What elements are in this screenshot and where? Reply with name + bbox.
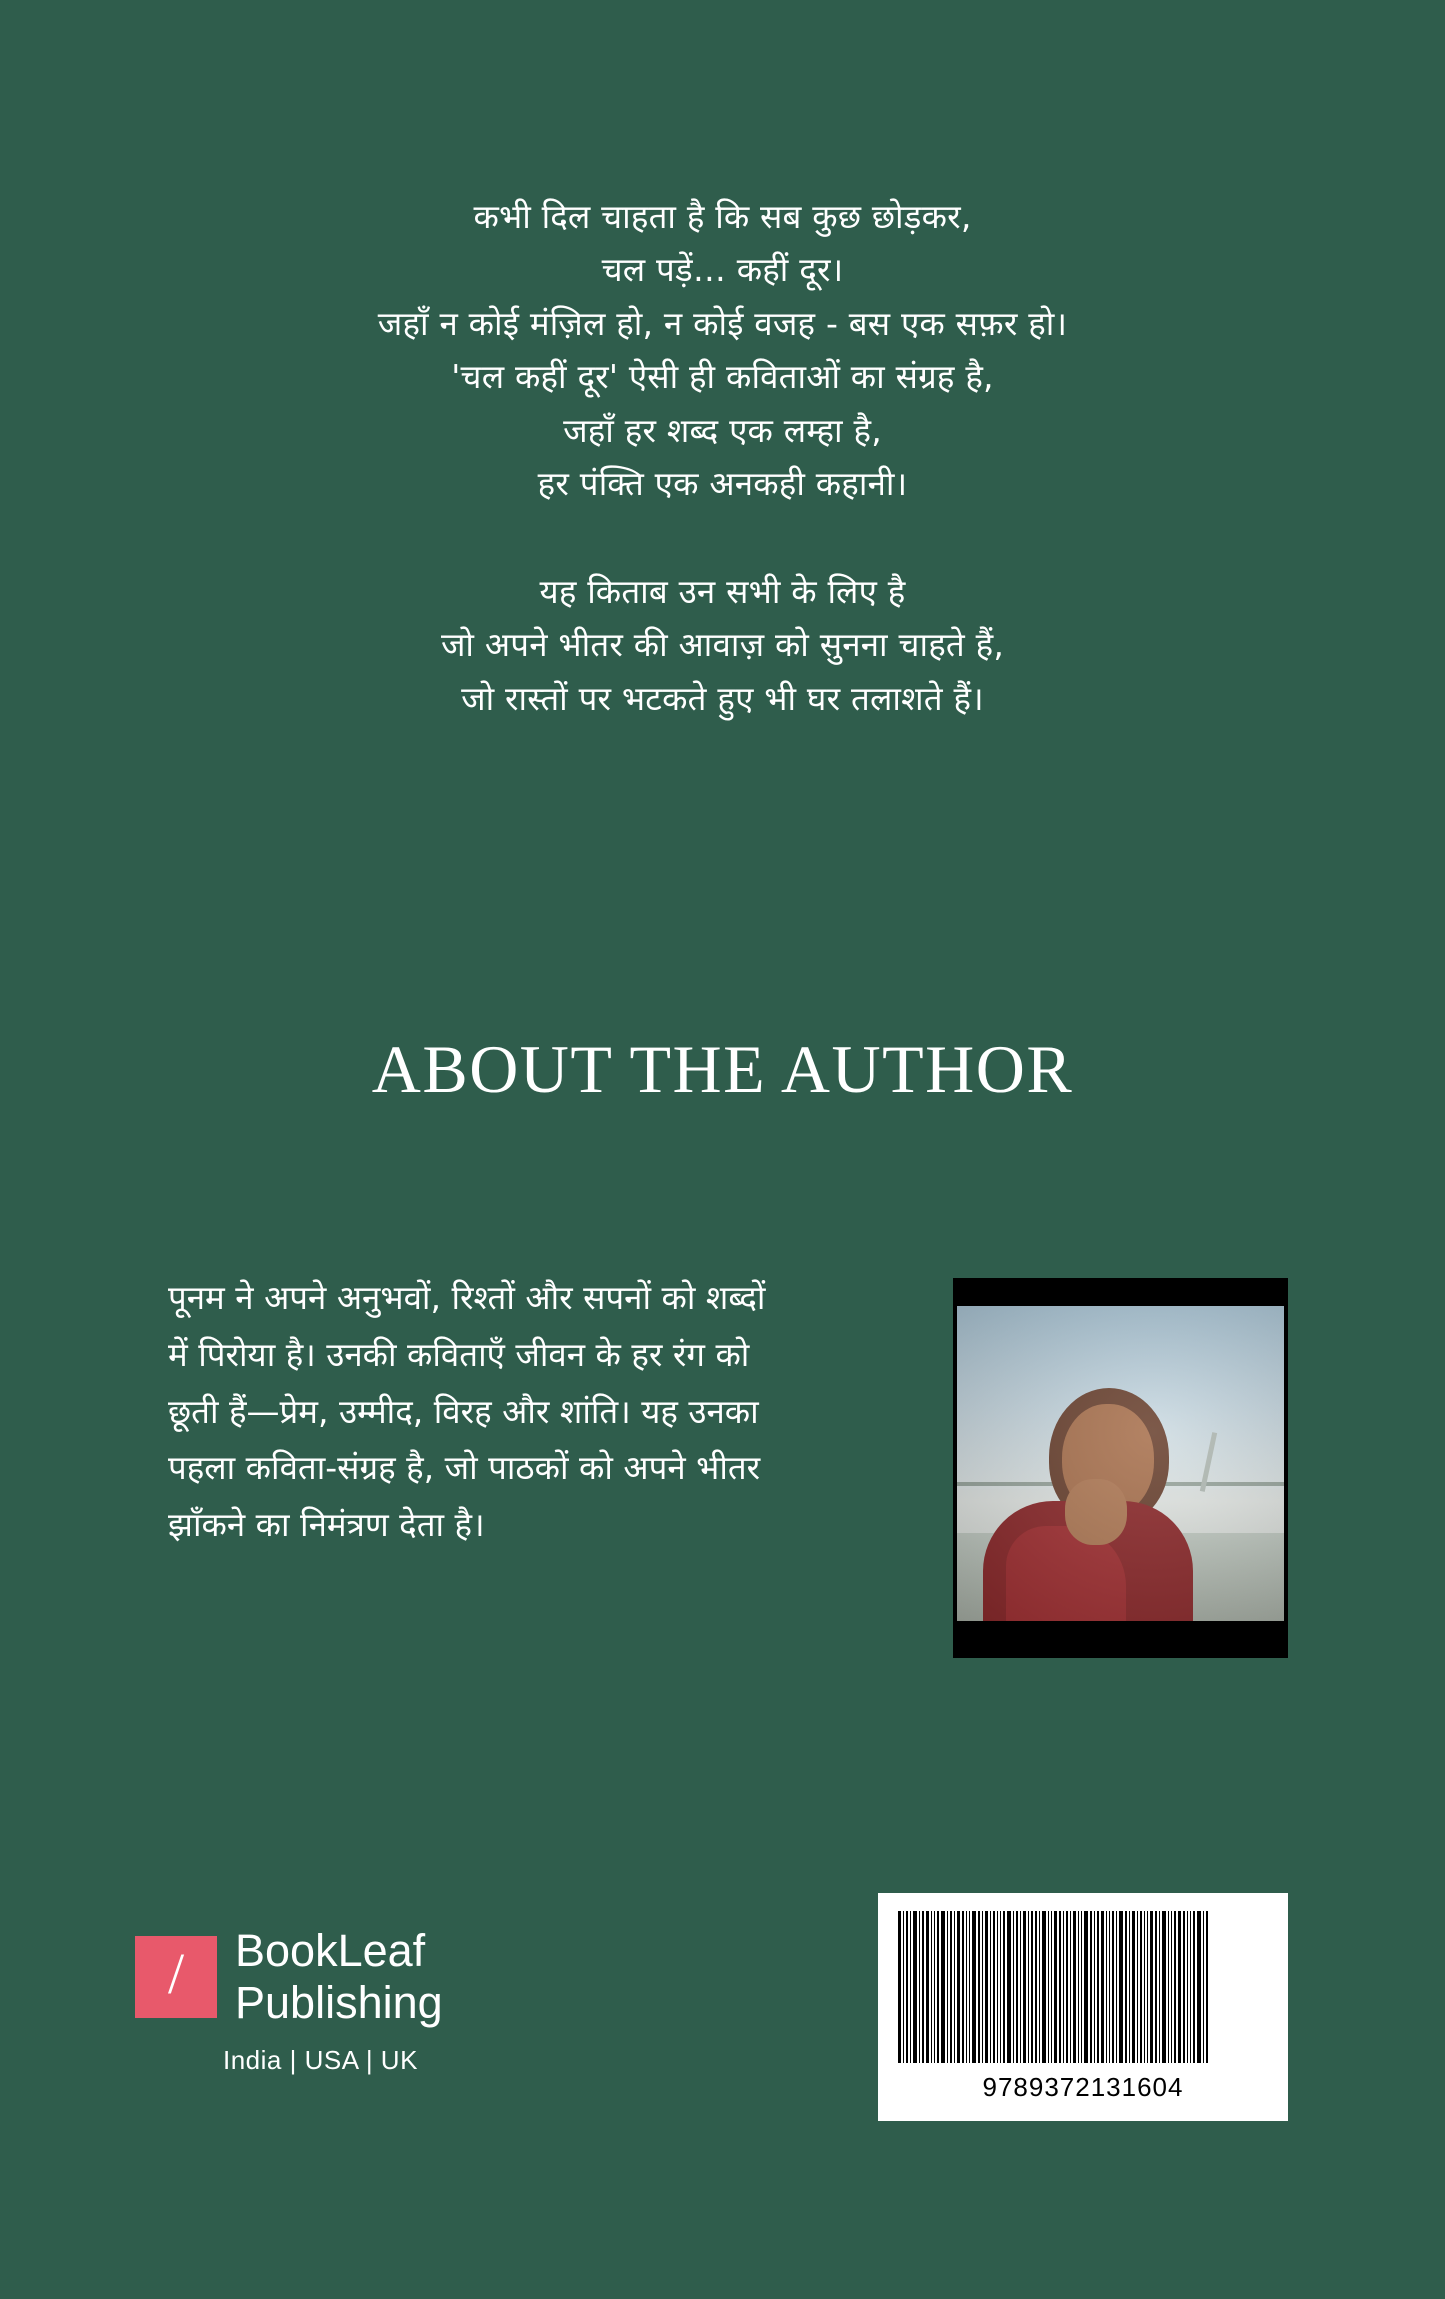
blurb-line: 'चल कहीं दूर' ऐसी ही कविताओं का संग्रह है, <box>451 357 994 397</box>
author-bio-text: पूनम ने अपने अनुभवों, रिश्तों और सपनों को शब्दों में पिरोया है। उनकी कविताएँ जीवन के हर रंग को छूती हैं—प्रेम, उम्मीद, विरह और शांति। यह उनका पहला कविता-संग्रह है, जो पाठकों को अपने भीतर झाँकने का निमंत्रण देता है। <box>168 1278 766 1544</box>
blurb-spacer <box>0 511 1445 565</box>
author-photo-image <box>957 1306 1284 1621</box>
photo-lighting-overlay <box>957 1306 1284 1621</box>
blurb-line: जो अपने भीतर की आवाज़ को सुनना चाहते हैं, <box>440 625 1005 665</box>
publisher-logo <box>135 1925 443 2076</box>
blurb-line: जो रास्तों पर भटकते हुए भी घर तलाशते हैं। <box>461 678 984 718</box>
publisher-regions: India | USA | UK <box>223 2045 418 2076</box>
publisher-logo-main <box>135 1925 443 2029</box>
publisher-name-line2: Publishing <box>235 1977 443 2029</box>
barcode <box>878 1893 1288 2121</box>
publisher-name <box>235 1925 443 2029</box>
blurb-line: चल पड़ें… कहीं दूर। <box>601 250 844 290</box>
author-photo <box>953 1278 1288 1658</box>
blurb-line: जहाँ न कोई मंज़िल हो, न कोई वजह - बस एक सफ़र हो। <box>377 303 1068 343</box>
author-section <box>168 1270 1288 1658</box>
bookleaf-slash-glyph: / <box>167 1941 185 2007</box>
blurb-line: कभी दिल चाहता है कि सब कुछ छोड़कर, <box>473 197 972 236</box>
blurb-line: हर पंक्ति एक अनकही कहानी। <box>537 464 908 504</box>
book-blurb <box>0 190 1445 725</box>
blurb-line: यह किताब उन सभी के लिए है <box>539 571 906 611</box>
barcode-isbn: 9789372131604 <box>982 2072 1184 2102</box>
blurb-line: जहाँ हर शब्द एक लम्हा है, <box>563 410 882 450</box>
publisher-name-line1: BookLeaf <box>235 1925 426 1976</box>
barcode-bars <box>898 1911 1268 2063</box>
about-the-author-heading: ABOUT THE AUTHOR <box>371 1031 1074 1107</box>
bookleaf-slash-icon <box>135 1936 217 2018</box>
